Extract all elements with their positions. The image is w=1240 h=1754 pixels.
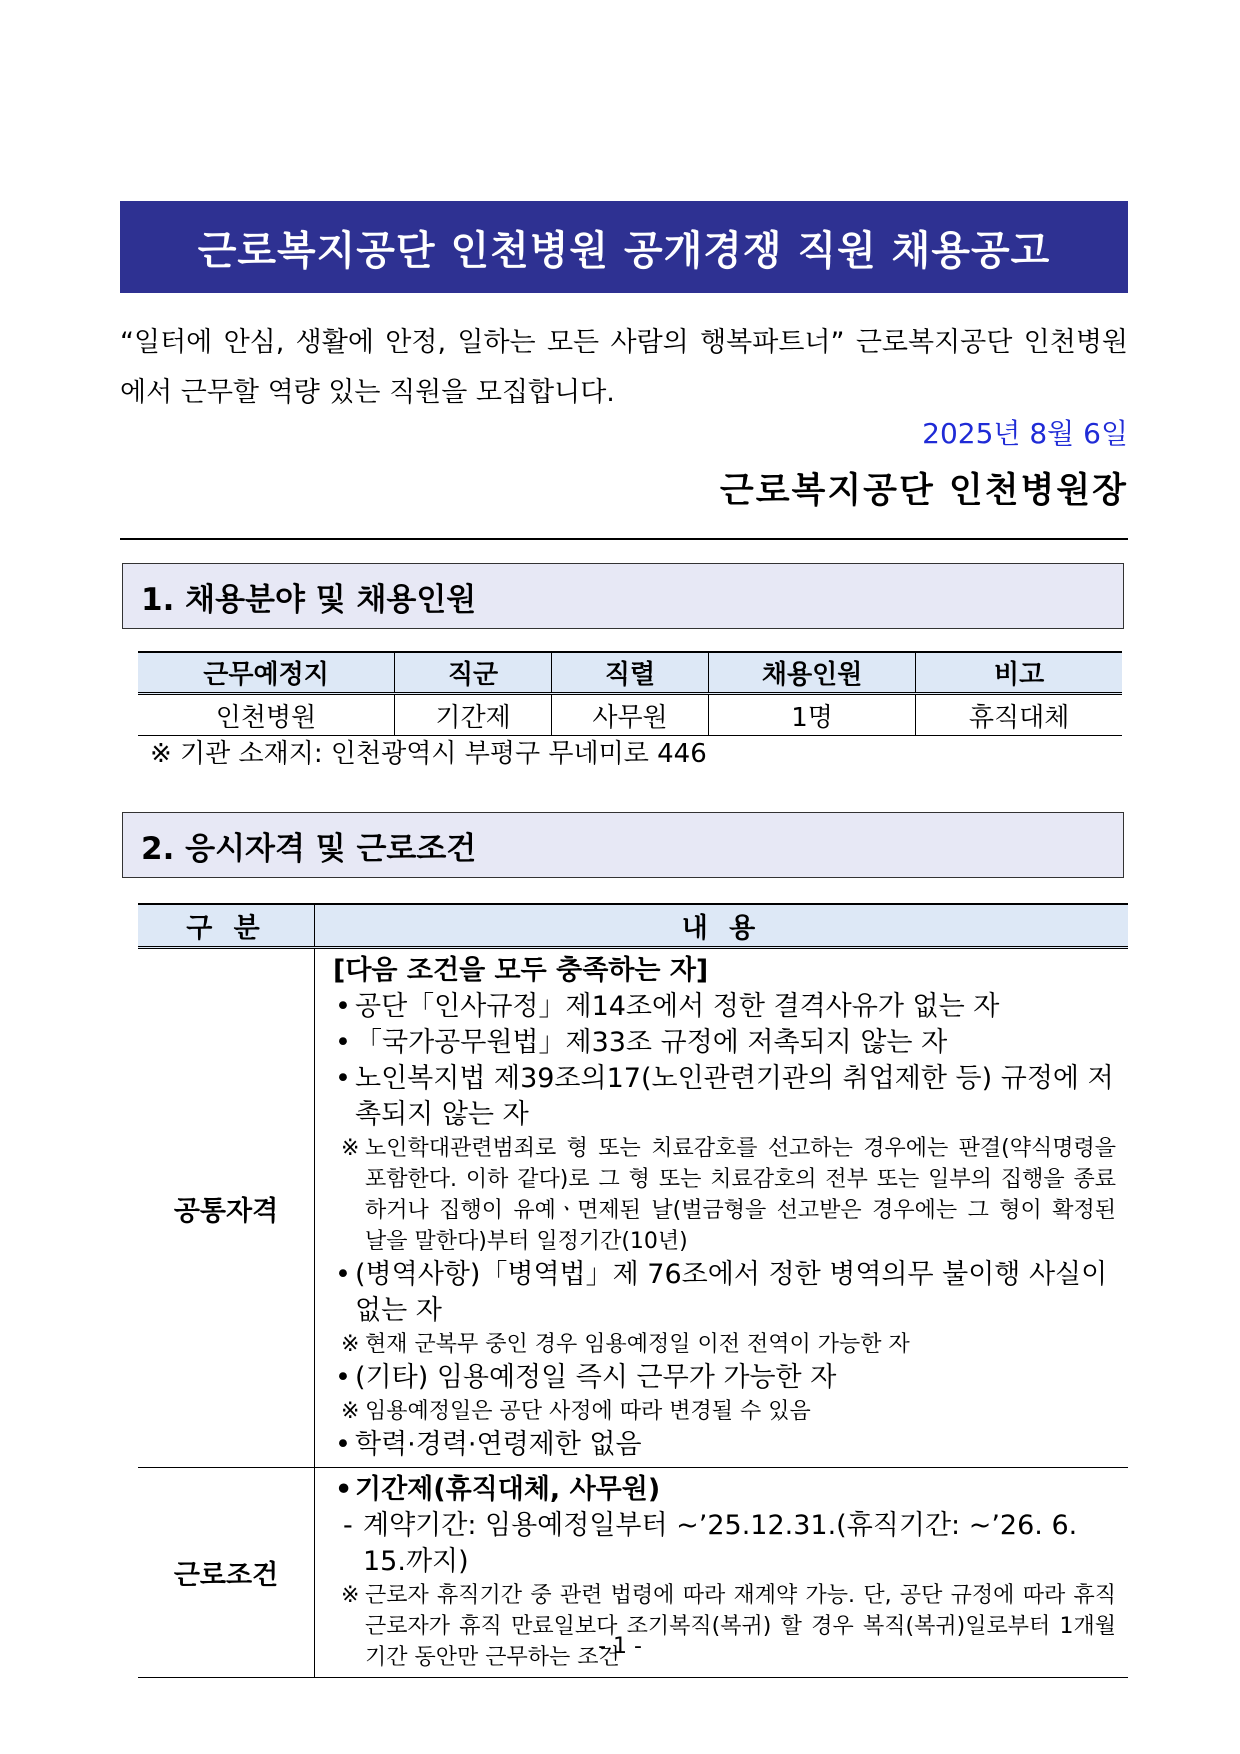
dash-icon: -: [343, 1510, 353, 1541]
recruitment-table: [138, 651, 1122, 736]
section2-heading: 2. 응시자격 및 근로조건: [122, 812, 1124, 878]
table-header-row: [138, 652, 1122, 694]
note-item: ※ 현재 군복무 중인 경우 임용예정일 이전 전역이 가능한 자: [333, 1329, 1116, 1360]
reference-mark-icon: ※: [341, 1136, 360, 1161]
sub-item: - 계약기간: 임용예정일부터 ~’25.12.31.(휴직기간: ~’26. 6. 15.까지): [343, 1510, 1078, 1577]
cell-job-group: 기간제: [395, 694, 552, 736]
list-item: • 「국가공무원법」제33조 규정에 저촉되지 않는 자: [333, 1025, 1116, 1061]
bullet-icon: •: [335, 1474, 353, 1505]
divider: [120, 538, 1128, 540]
reference-mark-icon: ※: [341, 1583, 360, 1608]
note-item: ※ 임용예정일은 공단 사정에 따라 변경될 수 있음: [333, 1396, 1116, 1427]
table-row: [138, 694, 1122, 736]
cell-job-series: 사무원: [552, 694, 709, 736]
table-row: [138, 948, 1128, 1468]
common-qualification-label: 공통자격: [138, 948, 315, 1468]
note-item: ※ 노인학대관련범죄로 형 또는 치료감호를 선고하는 경우에는 판결(약식명령을 포함한다. 이하 같다)로 그 형 또는 치료감호의 전부 또는 일부의 집행을 종료하거나 집행이 유예ㆍ면제된 날(벌금형을 선고받은 경우에는 그 형이 확정된 날을 말한다)부터 일정기간(10년): [333, 1133, 1116, 1257]
list-item: • 기간제(휴직대체, 사무원): [333, 1472, 1116, 1508]
bullet-icon: •: [335, 1063, 351, 1094]
list-item: • 학력·경력·연령제한 없음: [333, 1427, 1116, 1463]
intro-paragraph: “일터에 안심, 생활에 안정, 일하는 모든 사람의 행복파트너” 근로복지공단 인천병원에서 근무할 역량 있는 직원을 모집합니다.: [120, 327, 1128, 408]
table-header-row: [138, 904, 1128, 948]
signer: 근로복지공단 인천병원장: [719, 471, 1128, 511]
col-job-series: 직렬: [552, 652, 709, 694]
list-item: • 노인복지법 제39조의17(노인관련기관의 취업제한 등) 규정에 저촉되지 않는 자: [335, 1063, 1114, 1130]
cell-workplace: 인천병원: [138, 694, 395, 736]
bullet-icon: •: [335, 1027, 351, 1058]
bullet-icon: •: [335, 1429, 351, 1460]
location-note: ※ 기관 소재지: 인천광역시 부평구 무네미로 446: [150, 739, 707, 769]
cell-headcount: 1명: [708, 694, 915, 736]
col-job-group: 직군: [395, 652, 552, 694]
common-qualification-content: [315, 948, 1129, 1468]
col-content: 내 용: [315, 904, 1129, 948]
section1-heading: 1. 채용분야 및 채용인원: [122, 563, 1124, 629]
col-remarks: 비고: [916, 652, 1122, 694]
list-item: • (병역사항)「병역법」제 76조에서 정한 병역의무 불이행 사실이 없는 자: [335, 1259, 1108, 1326]
work-condition-label: 근로조건: [138, 1468, 315, 1678]
bullet-icon: •: [335, 1259, 351, 1290]
note-item: ※ 근로자 휴직기간 중 관련 법령에 따라 재계약 가능. 단, 공단 규정에 따라 휴직 근로자가 휴직 만료일보다 조기복직(복귀) 할 경우 복직(복귀)일로부터 1개월 기간 동안만 근무하는 조건: [333, 1580, 1116, 1673]
reference-mark-icon: ※: [341, 1332, 360, 1357]
bullet-icon: •: [335, 1362, 351, 1393]
announcement-date: 2025년 8월 6일: [922, 417, 1128, 450]
document-title: 근로복지공단 인천병원 공개경쟁 직원 채용공고: [120, 201, 1128, 293]
cell-remarks: 휴직대체: [916, 694, 1122, 736]
bullet-icon: •: [335, 991, 351, 1022]
list-item: • 공단「인사규정」제14조에서 정한 결격사유가 없는 자: [333, 989, 1116, 1025]
qualification-table: [138, 903, 1128, 1678]
condition-intro: [다음 조건을 모두 충족하는 자]: [333, 955, 709, 986]
page-number: - 1 -: [598, 1634, 642, 1659]
col-workplace: 근무예정지: [138, 652, 395, 694]
col-category: 구 분: [138, 904, 315, 948]
reference-mark-icon: ※: [341, 1399, 360, 1424]
list-item: • (기타) 임용예정일 즉시 근무가 가능한 자: [333, 1360, 1116, 1396]
col-headcount: 채용인원: [708, 652, 915, 694]
